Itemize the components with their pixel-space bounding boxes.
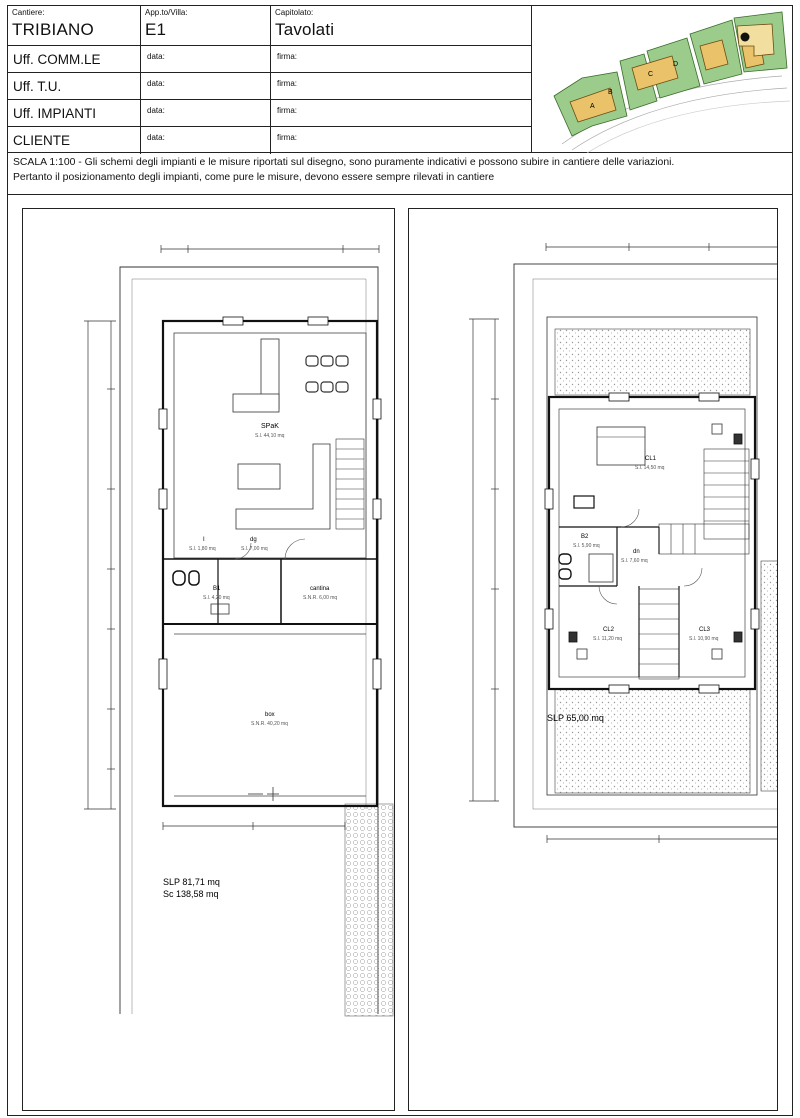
room-area-dg: S.l. 7,00 mq <box>241 546 268 552</box>
app-value: E1 <box>145 20 167 39</box>
note-line-1: SCALA 1:100 - Gli schemi degli impianti e le misure riportati sul disegno, sono puramente indicativi e possono subire in cantiere delle variazioni. <box>13 157 675 168</box>
office-name: Uff. T.U. <box>13 79 62 94</box>
location-marker-icon <box>741 33 750 42</box>
room-label-box: box <box>265 712 275 718</box>
firma-label: firma: <box>277 52 297 61</box>
note-line-2: Pertanto il posizionamento degli impianti, come pure le misure, devono essere sempre rilevati in cantiere <box>13 172 495 183</box>
room-area-cl1: S.l. 14,50 mq <box>635 465 665 471</box>
firma-label: firma: <box>277 133 297 142</box>
room-label-b1: B1 <box>213 586 221 592</box>
room-area-spak: S.l. 44,10 mq <box>255 433 285 439</box>
room-label-cl1: CL1 <box>645 456 657 462</box>
lot-label: A <box>590 103 595 110</box>
office-name: CLIENTE <box>13 133 71 148</box>
key-plan-drawing <box>532 6 793 154</box>
room-label-dg: dg <box>250 537 257 543</box>
lot-label: D <box>673 61 679 68</box>
room-label-cl2: CL2 <box>603 627 615 633</box>
data-label: data: <box>147 106 165 115</box>
data-label: data: <box>147 52 165 61</box>
first-floor-drawing <box>409 209 778 1111</box>
lot-label: C <box>648 71 654 78</box>
cantiere-cell <box>8 6 141 45</box>
room-area-i: S.l. 1,80 mq <box>189 546 216 552</box>
room-label-dn: dn <box>633 549 640 555</box>
room-area-box: S.N.R. 40,20 mq <box>251 721 288 727</box>
first-floor-plan <box>408 208 778 1111</box>
room-label-i: I <box>203 537 205 543</box>
cantiere-label: Cantiere: <box>12 8 45 17</box>
app-label: App.to/Villa: <box>145 8 188 17</box>
slp-label: SLP 65,00 mq <box>547 713 604 723</box>
header-row <box>8 6 531 46</box>
room-area-b2: S.l. 5,90 mq <box>573 543 600 549</box>
room-label-b2: B2 <box>581 534 589 540</box>
office-name: Uff. COMM.LE <box>13 52 101 67</box>
ground-floor-plan <box>22 208 395 1111</box>
capitolato-cell <box>271 6 533 45</box>
sc-label: Sc 138,58 mq <box>163 889 219 899</box>
cantiere-value: TRIBIANO <box>12 20 94 39</box>
scale-note <box>7 153 793 195</box>
data-label: data: <box>147 79 165 88</box>
office-row <box>8 46 531 73</box>
room-area-dn: S.l. 7,60 mq <box>621 558 648 564</box>
capitolato-label: Capitolato: <box>275 8 314 17</box>
data-label: data: <box>147 133 165 142</box>
office-row <box>8 73 531 100</box>
room-area-b1: S.l. 4,20 mq <box>203 595 230 601</box>
firma-label: firma: <box>277 79 297 88</box>
firma-label: firma: <box>277 106 297 115</box>
room-area-cantina: S.N.R. 6,00 mq <box>303 595 338 601</box>
room-area-cl3: S.l. 10,90 mq <box>689 636 719 642</box>
app-cell <box>141 6 271 45</box>
office-name: Uff. IMPIANTI <box>13 106 97 121</box>
office-row <box>8 100 531 127</box>
title-block <box>7 5 532 153</box>
lot-label: B <box>608 89 613 96</box>
room-area-cl2: S.l. 11,20 mq <box>593 636 623 642</box>
slp-label: SLP 81,71 mq <box>163 877 220 887</box>
office-row <box>8 127 531 154</box>
room-label-spak: SPaK <box>261 423 279 430</box>
room-label-cantina: cantina <box>310 586 330 592</box>
room-label-cl3: CL3 <box>699 627 711 633</box>
ground-floor-drawing <box>23 209 395 1111</box>
site-key-plan <box>532 5 793 153</box>
capitolato-value: Tavolati <box>275 20 335 39</box>
